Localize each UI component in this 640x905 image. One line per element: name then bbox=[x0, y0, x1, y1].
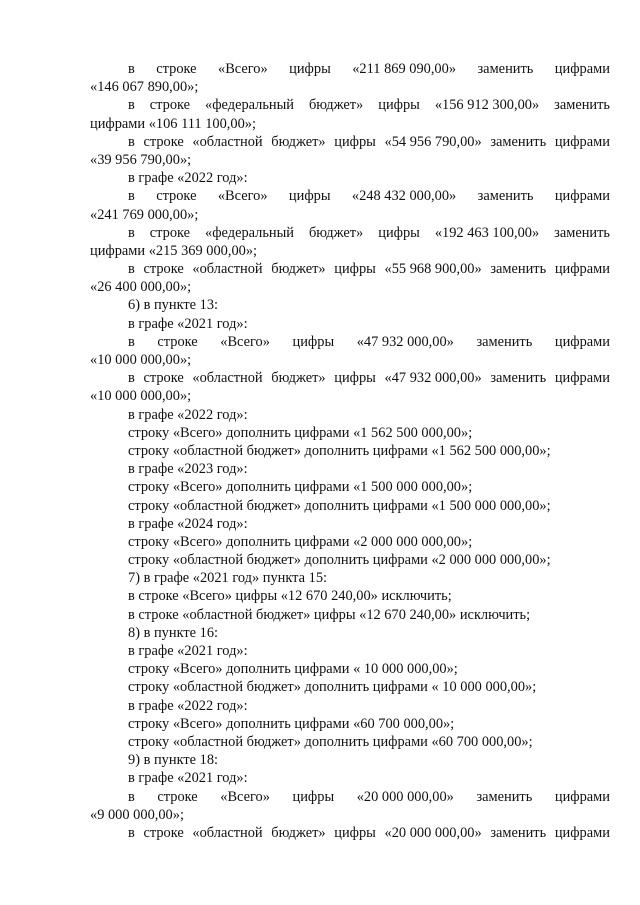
document-line: «9 000 000,00»; bbox=[90, 806, 184, 823]
line-word: «областной bbox=[192, 261, 263, 278]
line-word: «55 968 900,00» bbox=[384, 261, 482, 278]
document-body bbox=[90, 60, 610, 842]
line-word: «47 932 000,00» bbox=[384, 370, 482, 387]
document-line: в графе «2022 год»: bbox=[128, 406, 248, 423]
document-line: 9) в пункте 18: bbox=[128, 752, 219, 769]
document-line bbox=[90, 133, 610, 151]
line-word: «192 463 100,00» bbox=[434, 224, 540, 241]
line-word: строке bbox=[149, 97, 191, 114]
document-line: в графе «2021 год»: bbox=[128, 315, 248, 332]
line-word: заменить bbox=[490, 370, 547, 387]
line-word: строке bbox=[156, 188, 197, 205]
line-word: «20 000 000,00» bbox=[356, 788, 454, 805]
line-word: в bbox=[128, 61, 135, 77]
line-word: в bbox=[128, 188, 135, 205]
line-word: «областной bbox=[192, 133, 263, 150]
line-word: цифры bbox=[288, 188, 331, 205]
document-line: строку «Всего» дополнить цифрами « 10 000 000,00»; bbox=[128, 661, 458, 678]
line-word: «федеральный bbox=[205, 97, 294, 114]
line-word: цифры bbox=[334, 824, 376, 841]
line-word: цифрами bbox=[554, 333, 610, 350]
line-word: строке bbox=[157, 788, 198, 805]
line-word: бюджет» bbox=[271, 824, 326, 841]
document-line: в строке «областной бюджет» цифры «12 670 240,00» исключить; bbox=[128, 606, 531, 623]
line-word: заменить bbox=[554, 224, 610, 241]
document-line: строку «областной бюджет» дополнить цифрами «2 000 000 000,00»; bbox=[128, 552, 551, 569]
line-word: бюджет» bbox=[308, 97, 364, 114]
line-word: цифры bbox=[334, 370, 376, 387]
line-word: цифры bbox=[378, 97, 420, 114]
document-line: «10 000 000,00»; bbox=[90, 388, 192, 405]
line-word: цифрами bbox=[554, 261, 610, 278]
document-line: «10 000 000,00»; bbox=[90, 352, 192, 368]
line-word: «областной bbox=[192, 370, 263, 387]
line-word: заменить bbox=[490, 261, 547, 278]
line-word: строке bbox=[143, 261, 184, 278]
document-line: цифрами «215 369 000,00»; bbox=[90, 242, 258, 259]
line-word: в bbox=[128, 333, 135, 350]
line-word: цифрами bbox=[554, 61, 610, 77]
document-line: «26 400 000,00»; bbox=[90, 279, 192, 296]
document-line bbox=[90, 224, 610, 242]
line-word: «Всего» bbox=[220, 788, 270, 805]
line-word: в bbox=[128, 133, 135, 150]
line-word: в bbox=[128, 224, 135, 241]
line-word: строке bbox=[156, 61, 197, 77]
document-line: строку «областной бюджет» дополнить цифрами «1 562 500 000,00»; bbox=[128, 442, 551, 459]
line-word: цифрами bbox=[554, 824, 610, 841]
line-word: заменить bbox=[477, 188, 534, 205]
document-line: строку «Всего» дополнить цифрами «1 562 500 000,00»; bbox=[128, 424, 473, 441]
line-word: «54 956 790,00» bbox=[384, 133, 482, 150]
line-word: в bbox=[128, 97, 135, 114]
document-line: в графе «2021 год»: bbox=[128, 643, 248, 659]
line-word: «Всего» bbox=[217, 188, 268, 205]
line-word: цифры bbox=[378, 224, 420, 241]
document-line: «241 769 000,00»; bbox=[90, 206, 199, 223]
line-word: строке bbox=[157, 333, 198, 350]
line-word: цифрами bbox=[554, 133, 610, 150]
line-word: строке bbox=[143, 133, 184, 150]
document-line bbox=[90, 60, 610, 78]
document-line: 7) в графе «2021 год» пункта 15: bbox=[128, 570, 328, 587]
line-word: цифрами bbox=[554, 188, 610, 205]
document-line: в графе «2023 год»: bbox=[128, 461, 248, 478]
document-line: в строке «Всего» цифры «12 670 240,00» исключить; bbox=[128, 588, 452, 605]
line-word: «211 869 090,00» bbox=[352, 61, 457, 77]
document-line bbox=[90, 187, 610, 205]
line-word: в bbox=[128, 370, 135, 387]
line-word: в bbox=[128, 261, 135, 278]
document-line bbox=[90, 788, 610, 806]
document-line bbox=[90, 369, 610, 387]
line-word: цифры bbox=[292, 333, 335, 350]
document-line: 6) в пункте 13: bbox=[128, 297, 219, 314]
document-line: в графе «2024 год»: bbox=[128, 515, 248, 532]
document-line: строку «Всего» дополнить цифрами «1 500 000 000,00»; bbox=[128, 479, 473, 496]
line-word: бюджет» bbox=[271, 261, 326, 278]
line-word: цифрами bbox=[554, 370, 610, 387]
line-word: бюджет» bbox=[271, 370, 326, 387]
line-word: в bbox=[128, 824, 135, 841]
line-word: «Всего» bbox=[220, 333, 270, 350]
line-word: «156 912 300,00» bbox=[434, 97, 540, 114]
line-word: «федеральный bbox=[205, 224, 294, 241]
document-line: строку «Всего» дополнить цифрами «2 000 000 000,00»; bbox=[128, 533, 473, 550]
line-word: «248 432 000,00» bbox=[351, 188, 457, 205]
line-word: заменить bbox=[476, 788, 533, 805]
line-word: бюджет» bbox=[271, 133, 326, 150]
line-word: заменить bbox=[490, 133, 547, 150]
line-word: цифры bbox=[292, 788, 335, 805]
line-word: цифрами bbox=[554, 788, 610, 805]
line-word: цифры bbox=[334, 261, 376, 278]
line-word: цифры bbox=[334, 133, 376, 150]
line-word: «областной bbox=[192, 824, 263, 841]
document-line: «39 956 790,00»; bbox=[90, 151, 192, 168]
line-word: строке bbox=[143, 370, 184, 387]
document-line: в графе «2022 год»: bbox=[128, 170, 248, 187]
line-word: «Всего» bbox=[218, 61, 268, 77]
document-line bbox=[90, 96, 610, 114]
line-word: «20 000 000,00» bbox=[384, 824, 482, 841]
document-line bbox=[90, 824, 610, 842]
line-word: бюджет» bbox=[308, 224, 364, 241]
line-word: заменить bbox=[476, 333, 533, 350]
line-word: заменить bbox=[554, 97, 610, 114]
line-word: строке bbox=[143, 824, 184, 841]
line-word: строке bbox=[149, 224, 191, 241]
line-word: «47 932 000,00» bbox=[356, 333, 454, 350]
document-line: строку «областной бюджет» дополнить цифрами «1 500 000 000,00»; bbox=[128, 497, 551, 514]
document-line bbox=[90, 260, 610, 278]
line-word: заменить bbox=[490, 824, 547, 841]
document-line: 8) в пункте 16: bbox=[128, 624, 219, 641]
document-line: строку «областной бюджет» дополнить цифрами « 10 000 000,00»; bbox=[128, 679, 537, 696]
document-line: цифрами «106 111 100,00»; bbox=[90, 115, 256, 132]
line-word: в bbox=[128, 788, 135, 805]
document-line: строку «Всего» дополнить цифрами «60 700 000,00»; bbox=[128, 715, 455, 732]
document-line bbox=[90, 333, 610, 351]
document-line: «146 067 890,00»; bbox=[90, 79, 199, 96]
line-word: заменить bbox=[477, 61, 534, 77]
document-line: строку «областной бюджет» дополнить цифрами «60 700 000,00»; bbox=[128, 733, 533, 750]
document-line: в графе «2022 год»: bbox=[128, 697, 248, 714]
line-word: цифры bbox=[289, 61, 331, 77]
document-line: в графе «2021 год»: bbox=[128, 770, 248, 787]
